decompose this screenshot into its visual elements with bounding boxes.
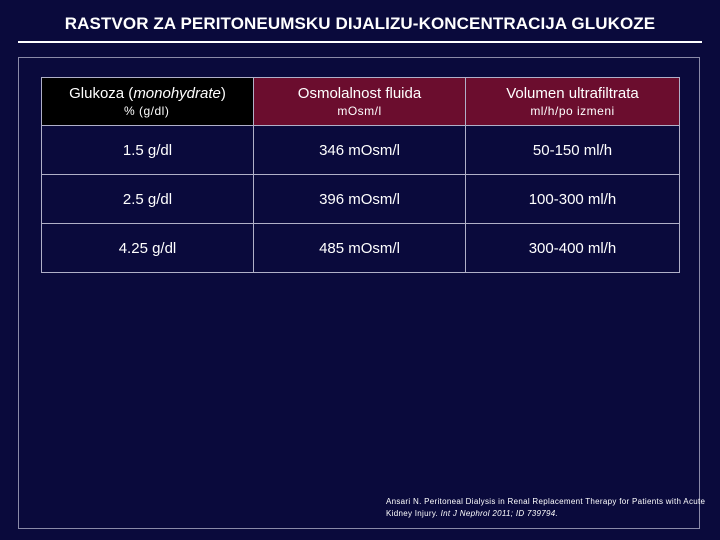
header-glucose-label-close: ): [220, 84, 226, 102]
cell-ultrafiltrate: 300-400 ml/h: [466, 224, 680, 273]
cell-osmolality: 396 mOsm/l: [254, 175, 466, 224]
header-osmolality: [254, 78, 466, 126]
header-osmolality-unit: mOsm/l: [337, 103, 382, 118]
citation-journal: Int J Nephrol 2011; ID 739794.: [440, 509, 558, 518]
table-row: [42, 224, 680, 273]
header-osmolality-label: Osmolalnost fluida: [297, 84, 422, 102]
cell-ultrafiltrate: 100-300 ml/h: [466, 175, 680, 224]
cell-osmolality: 346 mOsm/l: [254, 126, 466, 175]
header-ultrafiltrate: [466, 78, 680, 126]
title-divider: [18, 41, 702, 43]
cell-glucose: 4.25 g/dl: [42, 224, 254, 273]
glucose-concentration-table: [41, 77, 680, 273]
citation-text: Ansari N. Peritoneal Dialysis in Renal Replacement Therapy for Patients with Acute Kidney Injury.: [386, 497, 706, 518]
header-glucose-label: [42, 85, 253, 103]
cell-osmolality: 485 mOsm/l: [254, 224, 466, 273]
citation: [386, 496, 706, 520]
slide-title: RASTVOR ZA PERITONEUMSKU DIJALIZU-KONCENTRACIJA GLUKOZE: [64, 14, 656, 33]
table-row: [42, 126, 680, 175]
header-glucose-italic: monohydrate: [133, 84, 221, 102]
cell-glucose: 1.5 g/dl: [42, 126, 254, 175]
header-glucose-label-text: Glukoza (: [69, 84, 134, 102]
header-glucose-unit: % (g/dl): [124, 103, 170, 118]
header-ultrafiltrate-label: Volumen ultrafiltrata: [506, 84, 639, 102]
cell-ultrafiltrate: 50-150 ml/h: [466, 126, 680, 175]
table-row: [42, 175, 680, 224]
table-header-row: [42, 78, 680, 126]
cell-glucose: 2.5 g/dl: [42, 175, 254, 224]
header-ultrafiltrate-unit: ml/h/po izmeni: [530, 103, 615, 118]
header-glucose: [42, 78, 254, 126]
